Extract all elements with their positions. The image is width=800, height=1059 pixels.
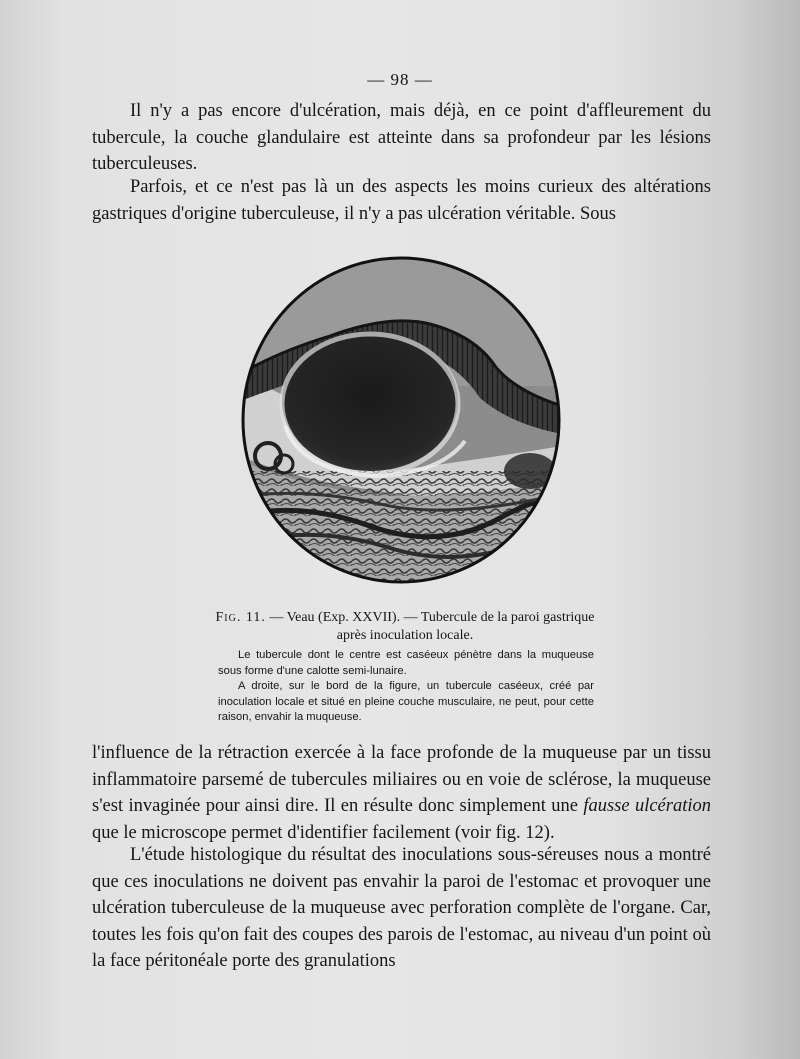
figure-caption-title — [190, 609, 620, 645]
figure-label: Fig. 11. — [215, 610, 266, 625]
figure-micrograph — [240, 256, 562, 584]
figure-caption-sentence-1: Le tubercule dont le centre est caséeux pénètre dans la muqueuse sous forme d'une calotte semi-lunaire. — [218, 649, 594, 677]
paragraph-2 — [92, 174, 711, 227]
paragraph-1-text: Il n'y a pas encore d'ulcération, mais déjà, en ce point d'affleurement du tubercule, la couche glandulaire est atteinte dans sa profondeur par les lésions tuberculeuses. — [92, 101, 711, 174]
paragraph-3 — [92, 740, 711, 846]
figure-title: — Veau (Exp. XXVII). — Tubercule de la paroi gastrique — [265, 610, 595, 625]
paragraph-3-italic: fausse ulcération — [583, 796, 711, 816]
paragraph-3-text-a: l'influence de la rétraction exercée à la face profonde de la muqueuse par un tissu inflammatoire parsemé de tubercules miliaires ou en voie de sclérose, la muqueuse s'est invaginée pour ainsi dire. Il en résulte donc simplement une — [92, 743, 711, 816]
figure-caption-sentence-2: A droite, sur le bord de la figure, un tubercule caséeux, créé par inoculation locale et situé en pleine couche musculaire, ne peut, pour cette raison, envahir la muqueuse. — [218, 680, 594, 723]
paragraph-4 — [92, 842, 711, 975]
paragraph-2-text: Parfois, et ce n'est pas là un des aspects les moins curieux des altérations gastriques d'origine tuberculeuse, il n'y a pas ulcération véritable. Sous — [92, 177, 711, 224]
micrograph-image — [240, 256, 562, 584]
paragraph-3-text-b: que le microscope permet d'identifier facilement (voir fig. 12). — [92, 822, 555, 843]
figure-caption-body — [218, 648, 594, 726]
paragraph-1 — [92, 98, 711, 178]
figure-title-line2: après inoculation locale. — [336, 628, 474, 643]
paragraph-4-text: L'étude histologique du résultat des inoculations sous-séreuses nous a montré que ces inoculations ne doivent pas envahir la paroi de l'estomac et provoquer une ulcération tuberculeuse de la muqueuse avec perforation complète de l'organe. Car, toutes les fois qu'on fait des coupes des parois de l'estomac, au niveau d'un point où la face péritonéale porte des granulations — [92, 845, 711, 971]
page-number: — 98 — — [367, 70, 433, 89]
